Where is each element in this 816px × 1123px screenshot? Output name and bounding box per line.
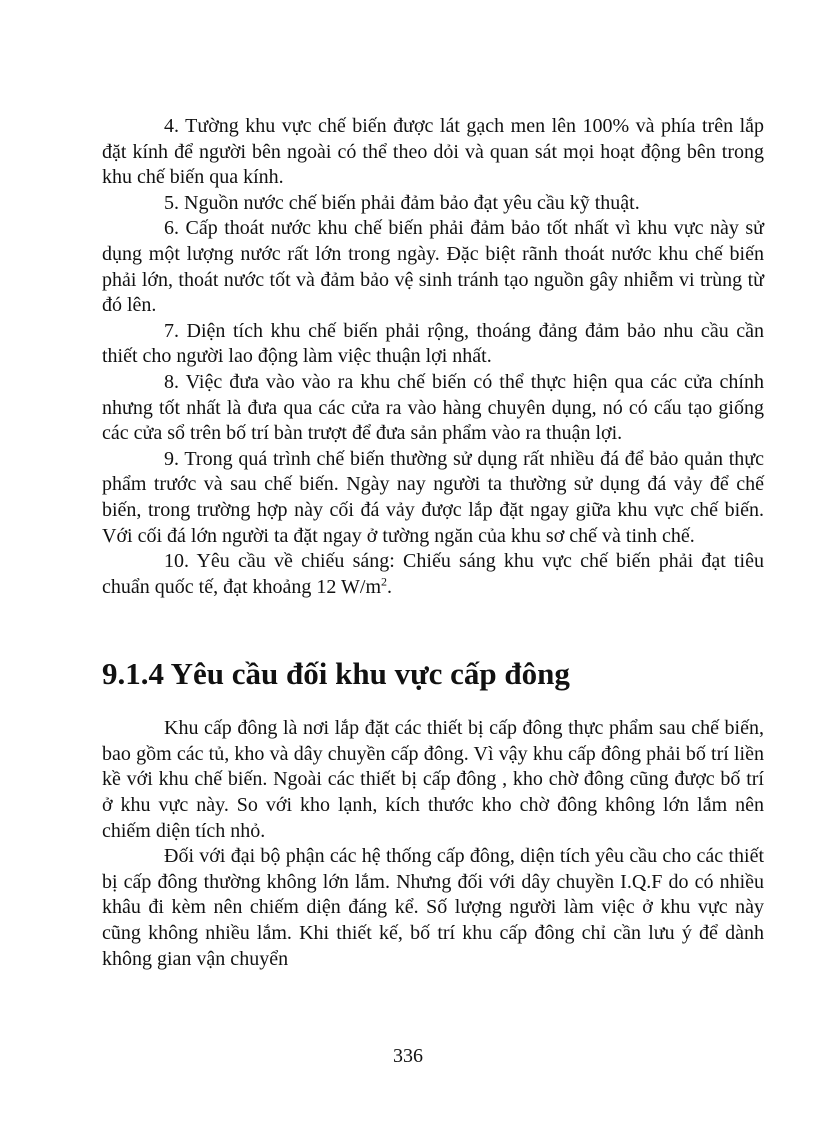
section-heading: 9.1.4 Yêu cầu đối khu vực cấp đông [102, 656, 570, 692]
page-number: 336 [393, 1045, 423, 1067]
item-10-text: 10. Yêu cầu về chiếu sáng: Chiếu sáng khu vực chế biến phải đạt tiêu chuẩn quốc tế, đạt khoảng 12 W/m [102, 550, 764, 598]
paragraph-item-10 [102, 549, 764, 600]
paragraph-item-6: 6. Cấp thoát nước khu chế biến phải đảm bảo tốt nhất vì khu vực này sử dụng một lượng nước rất lớn trong ngày. Đặc biệt rãnh thoát nước khu chế biến phải lớn, thoát nước tốt và đảm bảo vệ sinh tránh tạo nguồn gây nhiễm vi trùng từ đó lên. [102, 217, 764, 317]
item-10-end: . [387, 575, 393, 598]
paragraph-item-8: 8. Việc đưa vào vào ra khu chế biến có thể thực hiện qua các cửa chính nhưng tốt nhất là đưa qua các cửa ra vào hàng chuyên dụng, nó có cấu tạo giống các cửa sổ trên bố trí bàn trượt để đưa sản phẩm vào ra thuận lợi. [102, 370, 764, 445]
page-content [102, 114, 764, 972]
item-10-superscript: 2 [381, 574, 388, 589]
paragraph-freezing-1: Khu cấp đông là nơi lắp đặt các thiết bị cấp đông thực phẩm sau chế biến, bao gồm các tủ, kho và dây chuyền cấp đông. Vì vậy khu cấp đông phải bố trí liền kề với khu chế biến. Ngoài các thiết bị cấp đông , kho chờ đông cũng được bố trí ở khu vực này. So với kho lạnh, kích thước kho chờ đông không lớn lắm nên chiếm diện tích nhỏ. [102, 717, 764, 842]
paragraph-item-9: 9. Trong quá trình chế biến thường sử dụng rất nhiều đá để bảo quản thực phẩm trước và sau chế biến. Ngày nay người ta thường sử dụng đá vảy để chế biến, trong trường hợp này cối đá vảy được lắp đặt ngay giữa khu vực chế biến. Với cối đá lớn người ta đặt ngay ở tường ngăn của khu sơ chế và tinh chế. [102, 447, 764, 547]
paragraph-freezing-2: Đối với đại bộ phận các hệ thống cấp đông, diện tích yêu cầu cho các thiết bị cấp đông thường không lớn lắm. Nhưng đối với dây chuyền I.Q.F do có nhiều khâu đi kèm nên chiếm diện đáng kể. Số lượng người làm việc ở khu vực này cũng không nhiều lắm. Khi thiết kế, bố trí khu cấp đông chỉ cần lưu ý để dành không gian vận chuyển [102, 845, 764, 970]
paragraph-item-7: 7. Diện tích khu chế biến phải rộng, thoáng đảng đảm bảo nhu cầu cần thiết cho người lao động làm việc thuận lợi nhất. [102, 319, 764, 368]
paragraph-item-5: 5. Nguồn nước chế biến phải đảm bảo đạt yêu cầu kỹ thuật. [164, 191, 640, 214]
paragraph-item-4: 4. Tường khu vực chế biến được lát gạch men lên 100% và phía trên lắp đặt kính để người bên ngoài có thể theo dỏi và quan sát mọi hoạt động bên trong khu chế biến qua kính. [102, 115, 764, 189]
